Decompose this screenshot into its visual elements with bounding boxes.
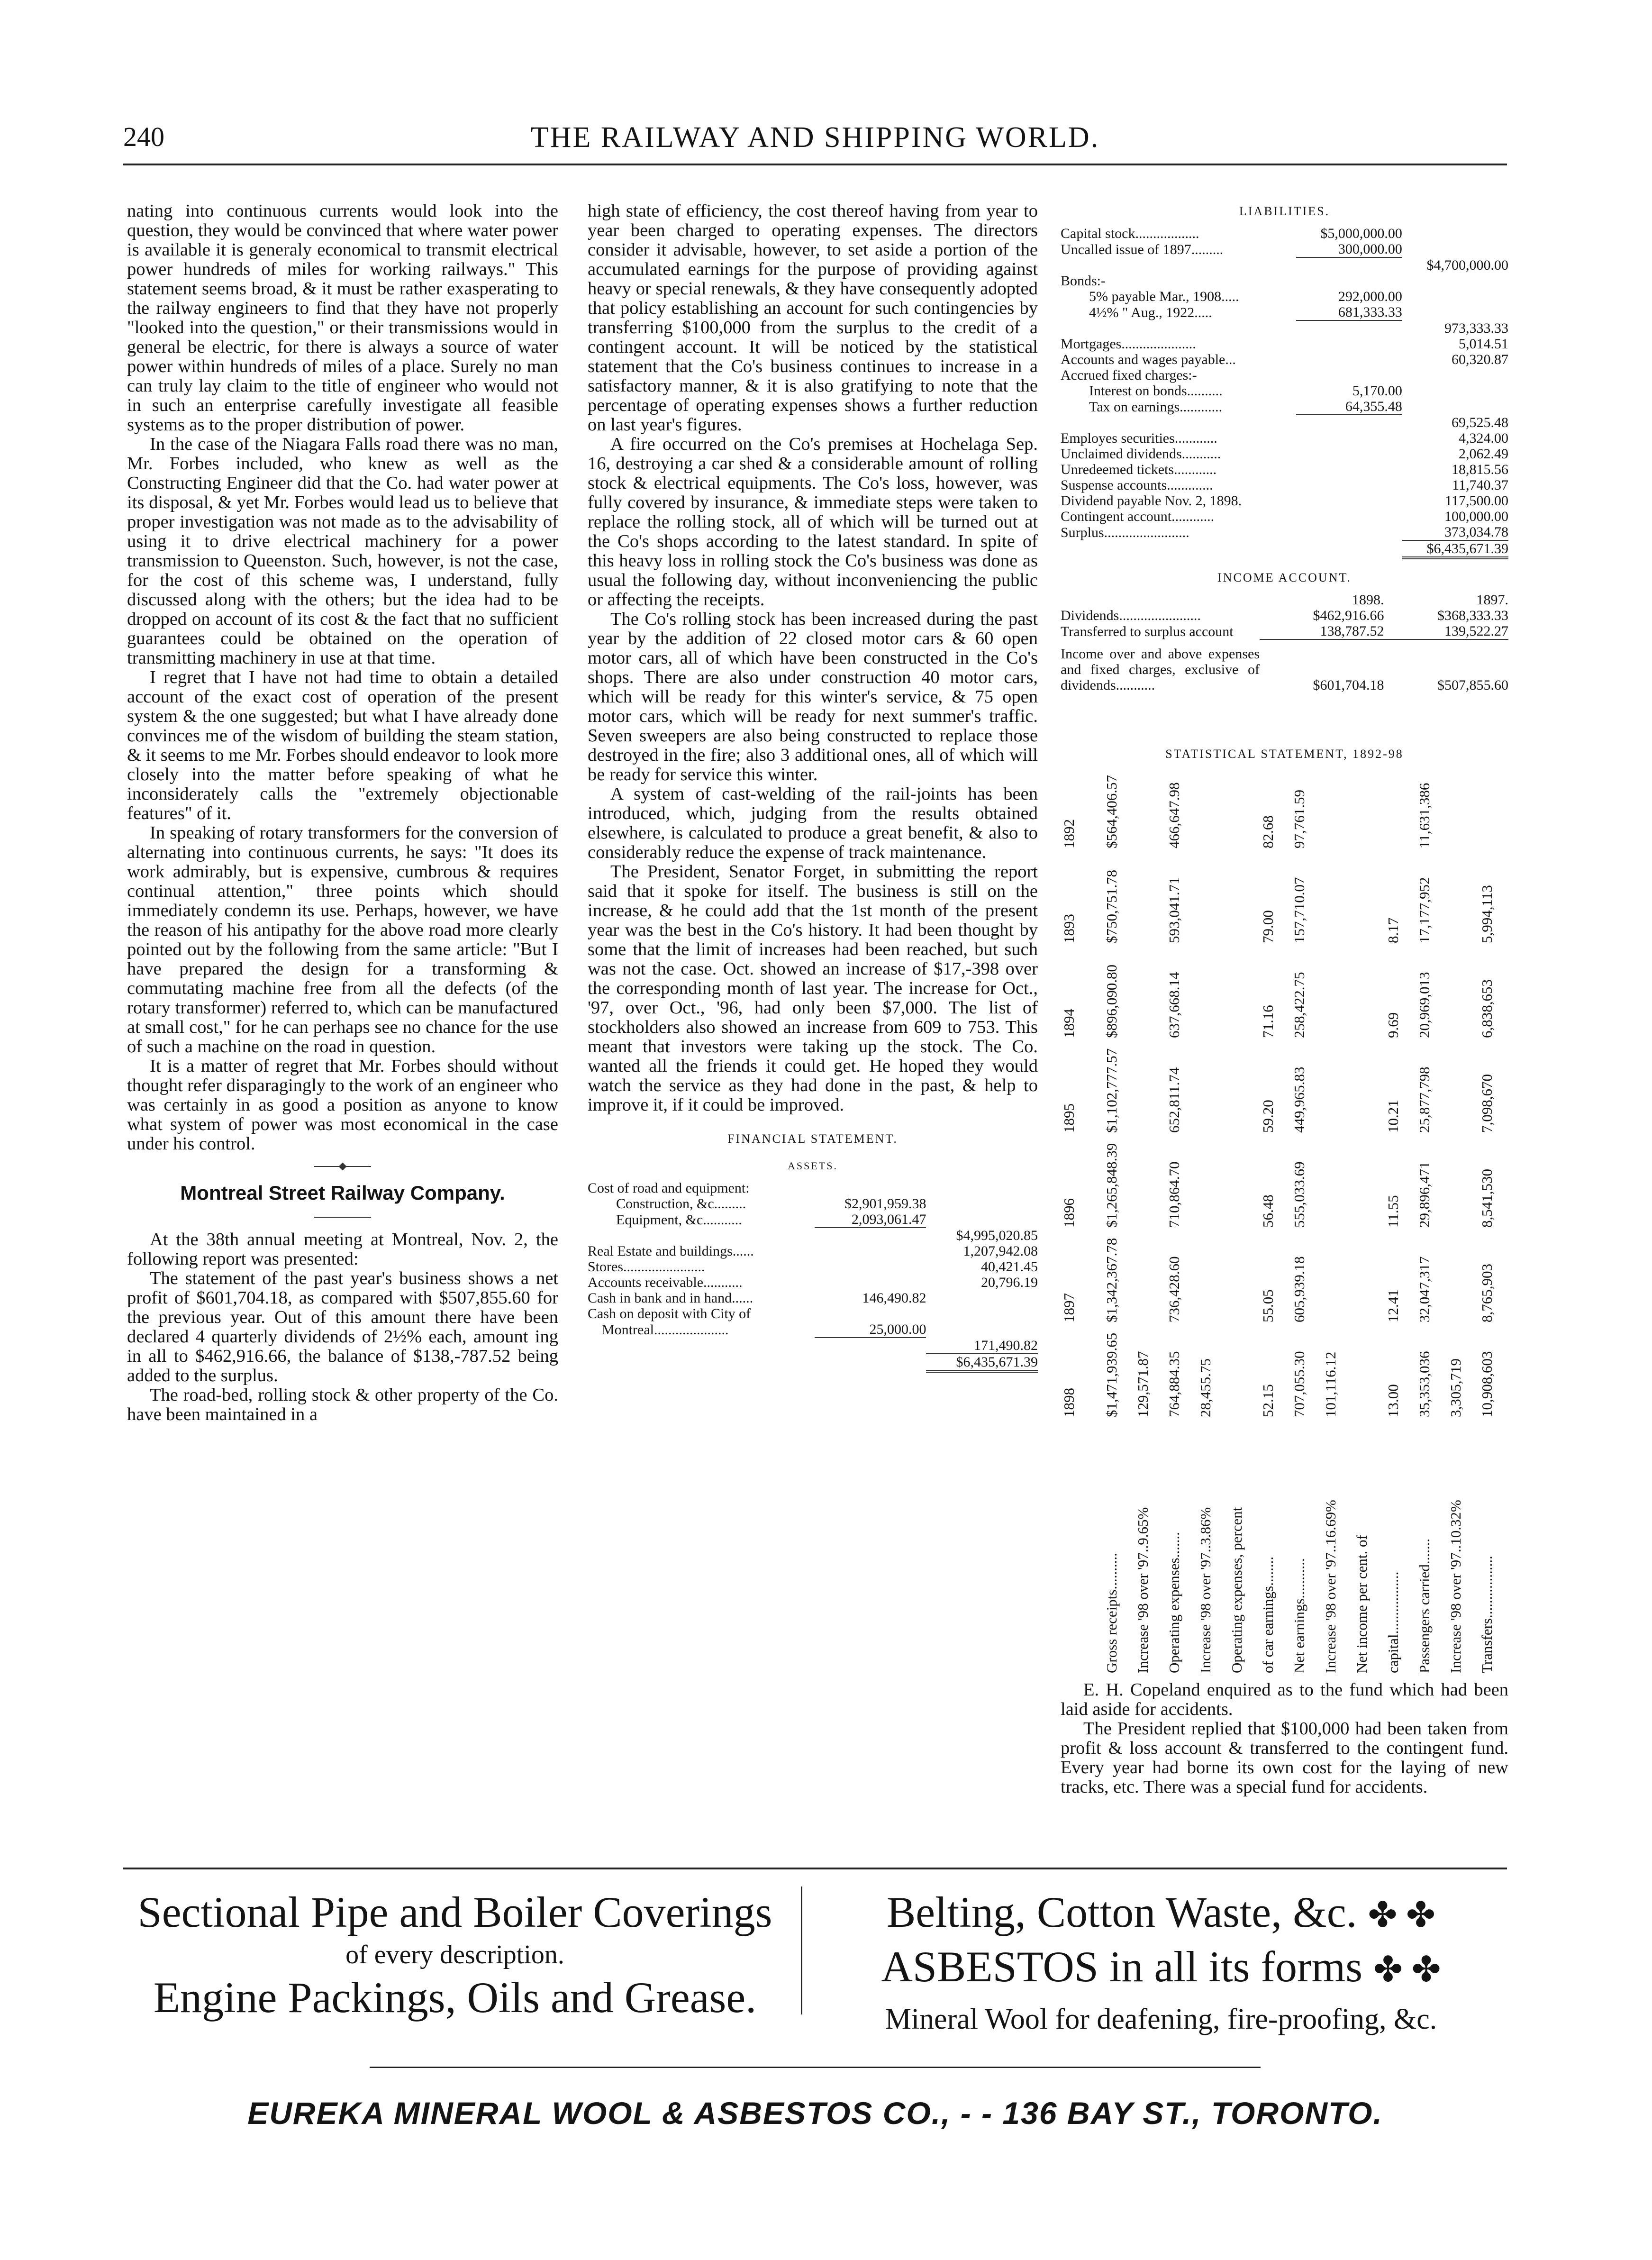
liab-value: 100,000.00	[1444, 509, 1508, 524]
stat-cell: 652,811.74	[1166, 1067, 1182, 1133]
ad-line: Sectional Pipe and Boiler Coverings	[137, 1888, 772, 1936]
stat-cell: 8.17	[1385, 917, 1401, 943]
liab-value: 300,000.00	[1296, 241, 1402, 257]
liab-label: Contingent account............	[1061, 509, 1215, 524]
paragraph: E. H. Copeland enquired as to the fund which had been laid aside for accidents.	[1061, 1680, 1508, 1719]
paragraph: In the case of the Niagara Falls road there was no man, Mr. Forbes included, who knew as well as the Constructing Engineer did that the Co. had water power at its disposal, & yet Mr. Forbes would lead us to believe that proper investigation was not made as to the advisability of using it to drive electrical machinery for a power transmission to Queenston. Such, however, is not the case, for the cost of this scheme was, I understand, fully discussed along with the others; but the idea had to be dropped on account of its cost & the fact that no sufficient guarantees could be obtained on the operation of transmitting machinery in use at that time.	[127, 434, 558, 668]
stat-row-label: Gross receipts..........	[1103, 1553, 1120, 1673]
assets-label: Accounts receivable...........	[588, 1275, 743, 1290]
paragraph: nating into continuous currents would look into the question, they would be convinced that where water power is available it is generaly economical to transmit electrical power hundreds of miles for working railways." This statement seems broad, & it must be rather exasperating to the railway engineers to find that they have not properly "looked into the question," or their transmissions would in general be electric, for there is always a source of water power within hundreds of miles of a place. Surely no man can truly lay claim to the title of engineer who would not in such an enterprise carefully investigate all feasible systems as to the proper distribution of power.	[127, 201, 558, 435]
income-table	[1061, 592, 1508, 693]
income-value: 138,787.52	[1260, 623, 1384, 639]
paragraph: The statement of the past year's business shows a net profit of $601,704.18, as compared with $507,855.60 for the previous year. Out of this amount there have been declared 4 quarterly dividends of 2½% each, amount ing in all to $462,916.66, the balance of $138,-787.52 being added to the surplus.	[127, 1268, 558, 1385]
assets-title: ASSETS.	[788, 1160, 838, 1172]
stat-year: 1894	[1061, 1009, 1077, 1038]
stat-cell: 32,047,317	[1416, 1256, 1433, 1322]
assets-label: Equipment, &c...........	[616, 1212, 742, 1228]
ad-right	[815, 1886, 1507, 2043]
assets-label: Stores.......................	[588, 1259, 705, 1275]
stat-cell: 5,994,113	[1479, 885, 1495, 943]
liab-value: 5,014.51	[1459, 336, 1508, 352]
stat-row-label: Passengers carried.......	[1416, 1538, 1433, 1673]
liabilities-table	[1061, 226, 1508, 559]
stat-cell: 3,305,719	[1447, 1358, 1464, 1417]
stat-cell: 29,896,471	[1416, 1161, 1433, 1228]
liab-value: 11,740.37	[1452, 477, 1508, 493]
assets-total: $6,435,671.39	[926, 1354, 1038, 1371]
paragraph: The road-bed, rolling stock & other property of the Co. have been maintained in a	[127, 1385, 558, 1424]
paragraph: At the 38th annual meeting at Montreal, Nov. 2, the following report was presented:	[127, 1230, 558, 1269]
stat-cell: 8,541,530	[1479, 1169, 1495, 1228]
column-2	[588, 201, 1038, 1373]
liab-total: $6,435,671.39	[1402, 540, 1508, 558]
liab-value: 117,500.00	[1445, 493, 1508, 509]
paragraph: The Co's rolling stock has been increased during the past year by the addition of 22 closed motor cars & 60 open motor cars, all of which have been constructed in the Co's shops. There are also under construction 40 motor cars, which will be ready for this winter's service, & 75 open motor cars, which will be ready for next summer's traffic. Seven sweepers are also being constructed to replace those destroyed in the fire; also 3 additional ones, all of which will be ready for service this winter.	[588, 609, 1038, 784]
stat-cell: 555,033.69	[1291, 1161, 1307, 1228]
assets-label: Cost of road and equipment:	[588, 1180, 750, 1196]
assets-value: 20,796.19	[981, 1275, 1038, 1290]
liab-value: 681,333.33	[1296, 304, 1402, 320]
ad-line: Belting, Cotton Waste, &c.	[886, 1888, 1357, 1936]
stat-cell: 707,055.30	[1291, 1351, 1307, 1417]
liab-label: Suspense accounts.............	[1061, 477, 1213, 493]
stat-cell: $1,265,848.39	[1103, 1143, 1120, 1228]
income-value: 139,522.27	[1384, 623, 1509, 639]
liab-value: $5,000,000.00	[1320, 226, 1402, 241]
page-number: 240	[123, 121, 164, 152]
stat-cell: 10,908,603	[1479, 1351, 1495, 1417]
column-1	[127, 201, 558, 1424]
liab-value: 18,815.56	[1452, 462, 1508, 477]
financial-statement-title: FINANCIAL STATEMENT.	[727, 1132, 898, 1146]
stat-cell: 82.68	[1260, 815, 1276, 848]
stat-cell: 593,041.71	[1166, 877, 1182, 943]
liabilities-title: LIABILITIES.	[1239, 204, 1330, 218]
ad-line-row	[815, 1886, 1507, 1941]
income-label: Income over and above expenses and fixed charges, exclusive of dividends...........	[1061, 646, 1260, 693]
assets-value: 146,490.82	[862, 1290, 926, 1306]
liab-value: 4,324.00	[1459, 430, 1508, 446]
stat-cell: 7,098,670	[1479, 1074, 1495, 1133]
ad-footer: EUREKA MINERAL WOOL & ASBESTOS CO., - - 136 BAY ST., TORONTO.	[247, 2096, 1383, 2131]
liab-label: Uncalled issue of 1897.........	[1061, 242, 1224, 257]
stat-cell: 637,668.14	[1166, 972, 1182, 1038]
liab-label: Unredeemed tickets............	[1061, 462, 1217, 477]
income-year: 1898.	[1352, 592, 1384, 608]
stat-cell: 129,571.87	[1135, 1351, 1151, 1417]
stat-cell: 605,939.18	[1291, 1256, 1307, 1322]
income-value: $601,704.18	[1313, 677, 1384, 693]
stat-cell: 97,761.59	[1291, 790, 1307, 848]
paragraph: I regret that I have not had time to obtain a detailed account of the exact cost of operation of the present system & the one suggested; but what I have already done convinces me of the wisdom of building the steam station, & it seems to me Mr. Forbes should endeavor to look more closely into the matter before speaking of what he inconsiderately calls the "extremely objectionable features" of it.	[127, 667, 558, 823]
stat-cell: 20,969,013	[1416, 972, 1433, 1038]
masthead: THE RAILWAY AND SHIPPING WORLD.	[530, 121, 1100, 154]
stat-row-label: Increase '98 over '97..9.65%	[1135, 1507, 1151, 1673]
ad-line: ASBESTOS in all its forms	[881, 1942, 1363, 1991]
stat-year: 1892	[1061, 819, 1077, 848]
ad-line: of every description.	[345, 1940, 564, 1969]
paragraph: A system of cast-welding of the rail-joints has been introduced, which, judging from the results obtained elsewhere, is calculated to produce a great benefit, & also to considerably reduce the expense of track maintenance.	[588, 784, 1038, 862]
income-label: Transferred to surplus account	[1061, 624, 1234, 639]
stat-cell: 52.15	[1260, 1384, 1276, 1417]
paragraph: high state of efficiency, the cost thereof having from year to year been charged to operating expenses. The directors consider it advisable, however, to set aside a portion of the accumulated earnings for the purpose of providing against heavy or special renewals, & they have consequently adopted that policy establishing an account for such contingencies by transferring $100,000 from the surplus to the credit of a contingent account. It will be noticed by the statistical statement that the Co's business continues to increase in a satisfactory manner, & it is also gratifying to note that the percentage of operating expenses shows a further reduction on last year's figures.	[588, 201, 1038, 435]
liab-label: Surplus........................	[1061, 525, 1189, 540]
stat-cell: 10.21	[1385, 1100, 1401, 1133]
stat-cell: 11,631,386	[1416, 783, 1433, 848]
stat-cell: 28,455.75	[1197, 1358, 1214, 1417]
stat-row-label: Operating expenses.......	[1166, 1532, 1182, 1673]
liab-value: 292,000.00	[1338, 289, 1402, 304]
stat-cell: $1,102,777.57	[1103, 1048, 1120, 1133]
liab-label: Interest on bonds..........	[1089, 383, 1223, 399]
stat-cell: $1,471,939.65	[1103, 1332, 1120, 1417]
stat-cell: 35,353,036	[1416, 1351, 1433, 1417]
assets-label: Construction, &c.........	[616, 1196, 746, 1212]
assets-label: Montreal.....................	[602, 1322, 729, 1338]
page-header	[123, 121, 1507, 164]
assets-value: 1,207,942.08	[963, 1243, 1038, 1259]
stat-cell: 101,116.12	[1322, 1351, 1339, 1417]
stat-row-label: Operating expenses, percent	[1228, 1507, 1245, 1673]
stat-cell: 736,428.60	[1166, 1256, 1182, 1322]
liab-value: 2,062.49	[1459, 446, 1508, 462]
stat-year: 1897	[1061, 1293, 1077, 1322]
assets-value: 2,093,061.47	[815, 1212, 926, 1228]
liab-value: 373,034.78	[1402, 524, 1508, 540]
income-label: Dividends.......................	[1061, 608, 1201, 623]
stat-cell: 56.48	[1260, 1194, 1276, 1228]
assets-label: Cash on deposit with City of	[588, 1306, 751, 1321]
ad-line: Mineral Wool for deafening, fire-proofing, &c.	[885, 2003, 1437, 2035]
stat-year: 1896	[1061, 1198, 1077, 1228]
stat-cell: 9.69	[1385, 1012, 1401, 1038]
ad-top-rule	[123, 1868, 1507, 1869]
income-title: INCOME ACCOUNT.	[1217, 571, 1352, 584]
stat-cell: 710,864.70	[1166, 1161, 1182, 1228]
stat-year: 1895	[1061, 1103, 1077, 1133]
stat-year: 1893	[1061, 914, 1077, 943]
paragraph: The President replied that $100,000 had been taken from profit & loss account & transferred to the contingent fund. Every year had borne its own cost for the laying of new tracks, etc. There was a special fund for accidents.	[1061, 1719, 1508, 1797]
statistical-table	[1061, 758, 1508, 1678]
assets-value: $4,995,020.85	[956, 1228, 1038, 1243]
stat-cell: 59.20	[1260, 1100, 1276, 1133]
stat-cell: 79.00	[1260, 910, 1276, 943]
stat-row-label: Increase '98 over '97..3.86%	[1197, 1507, 1214, 1673]
liab-value: 5,170.00	[1352, 383, 1402, 399]
stat-row-label: Net income per cent. of	[1353, 1535, 1370, 1673]
stat-cell: $564,406.57	[1103, 775, 1120, 848]
income-value: $462,916.66	[1313, 608, 1384, 623]
income-year: 1897.	[1476, 592, 1508, 608]
income-value: $507,855.60	[1437, 677, 1508, 693]
stat-cell: $750,751.78	[1103, 870, 1120, 943]
stat-cell: 6,838,653	[1479, 979, 1495, 1038]
stat-cell: $1,342,367.78	[1103, 1238, 1120, 1322]
separator	[314, 1217, 371, 1218]
stat-cell: $896,090.80	[1103, 965, 1120, 1038]
stat-row-label: of car earnings........	[1260, 1556, 1276, 1673]
liab-label: Employes securities............	[1061, 430, 1217, 446]
stat-row-label: Increase '98 over '97..16.69%	[1322, 1500, 1339, 1673]
stat-cell: 8,765,903	[1479, 1264, 1495, 1322]
assets-value: 40,421.45	[981, 1259, 1038, 1275]
income-value: $368,333.33	[1437, 608, 1508, 623]
ad-mid-rule	[370, 2067, 1261, 2068]
liab-label: Dividend payable Nov. 2, 1898.	[1061, 493, 1242, 509]
liab-value: 60,320.87	[1452, 352, 1508, 367]
stat-cell: 11.55	[1385, 1195, 1401, 1228]
liab-label: Accrued fixed charges:-	[1061, 367, 1197, 383]
paragraph: It is a matter of regret that Mr. Forbes should without thought refer disparagingly to the work of an engineer who was certainly in as good a position as anyone to know what system of power was most economical in the case under his control.	[127, 1056, 558, 1154]
paragraph: In speaking of rotary transformers for the conversion of alternating into continuous currents, he says: "It does its work admirably, but is expensive, cumbrous & requires continual attention," three points which should immediately condemn its use. Perhaps, however, we have the reason of his antipathy for the above road more clearly pointed out by the following from the same article: "But I have prepared the design for a transforming & commutating machine free from all the defects (of the rotary transformer) referred to, which can be manufactured at small cost," for he can perhaps see no chance for the use of such a machine on the road in question.	[127, 823, 558, 1057]
stat-cell: 12.41	[1385, 1289, 1401, 1322]
liab-value: 69,525.48	[1452, 415, 1508, 430]
liab-label: Capital stock..................	[1061, 226, 1199, 241]
assets-label: Cash in bank and in hand......	[588, 1290, 753, 1306]
stat-row-label: Increase '98 over '97..10.32%	[1447, 1500, 1464, 1673]
paragraph: A fire occurred on the Co's premises at Hochelaga Sep. 16, destroying a car shed & a considerable amount of rolling stock & electrical equipments. The Co's loss, however, was fully covered by insurance, & immediate steps were taken to replace the rolling stock, all of which will be turned out at the Co's shops according to the latest standard. In spite of this heavy loss in rolling stock the Co's business was done as usual the following day, without inconveniencing the public or affecting the receipts.	[588, 434, 1038, 610]
ad-line-row	[815, 1941, 1507, 1996]
assets-table	[588, 1180, 1038, 1373]
assets-value: 171,490.82	[926, 1338, 1038, 1354]
stat-cell: 764,884.35	[1166, 1351, 1182, 1417]
advertisement	[123, 1868, 1507, 2180]
liab-label: Bonds:-	[1061, 273, 1106, 289]
ornament-icon: ✤ ✤	[1368, 1896, 1436, 1935]
statistical-title: STATISTICAL STATEMENT, 1892-98	[1165, 747, 1404, 761]
stat-cell: 17,177,952	[1416, 877, 1433, 943]
stat-cell: 258,422.75	[1291, 972, 1307, 1038]
section-title: Montreal Street Railway Company.	[180, 1182, 505, 1204]
assets-value: $2,901,959.38	[844, 1196, 926, 1212]
ad-line: Engine Packings, Oils and Grease.	[153, 1973, 757, 2022]
assets-value: 25,000.00	[815, 1321, 926, 1338]
stat-cell: 55.05	[1260, 1289, 1276, 1322]
paragraph: The President, Senator Forget, in submitting the report said that it spoke for itself. The business is still on the increase, & he could add that the 1st month of the present year was the best in the Co's history. It had been thought by some that the limit of increases had been reached, but such was not the case. Oct. showed an increase of $17,-398 over the corresponding month of last year. The increase for Oct., '97, over Oct., '96, had only been $7,000. The list of stockholders also showed an increase from 609 to 753. This meant that investors were taking up the stock. The Co. wanted all the friends it could get. He hoped they would watch the service as they had done in the past, & help to improve it, if it could be improved.	[588, 862, 1038, 1115]
stat-cell: 466,647.98	[1166, 782, 1182, 848]
liab-label: 4½% " Aug., 1922.....	[1089, 305, 1212, 320]
liab-label: Tax on earnings............	[1089, 399, 1223, 415]
liab-value: 64,355.48	[1296, 399, 1402, 415]
assets-label: Real Estate and buildings......	[588, 1243, 754, 1259]
ad-divider	[801, 1886, 802, 2014]
liab-label: Accounts and wages payable...	[1061, 352, 1236, 367]
liab-label: Mortgages.....................	[1061, 336, 1196, 352]
column-3-bottom	[1061, 1680, 1508, 1797]
liab-label: Unclaimed dividends...........	[1061, 446, 1221, 462]
stat-cell: 157,710.07	[1291, 877, 1307, 943]
stat-cell: 71.16	[1260, 1005, 1276, 1038]
liab-value: $4,700,000.00	[1426, 257, 1508, 273]
stat-row-label: capital.................	[1385, 1571, 1401, 1673]
column-3	[1061, 201, 1508, 756]
stat-cell: 25,877,798	[1416, 1066, 1433, 1133]
stat-cell: 13.00	[1385, 1384, 1401, 1417]
stat-row-label: Transfers.................	[1479, 1556, 1495, 1673]
stat-year: 1898	[1061, 1388, 1077, 1417]
ornament-icon: ✤ ✤	[1373, 1950, 1441, 1989]
header-rule	[123, 164, 1507, 165]
stat-row-label: Net earnings...........	[1291, 1558, 1307, 1673]
liab-label: 5% payable Mar., 1908.....	[1089, 289, 1239, 304]
separator	[314, 1166, 371, 1167]
stat-cell: 449,965.83	[1291, 1066, 1307, 1133]
liab-value: 973,333.33	[1444, 320, 1508, 336]
ad-left	[123, 1886, 787, 2023]
